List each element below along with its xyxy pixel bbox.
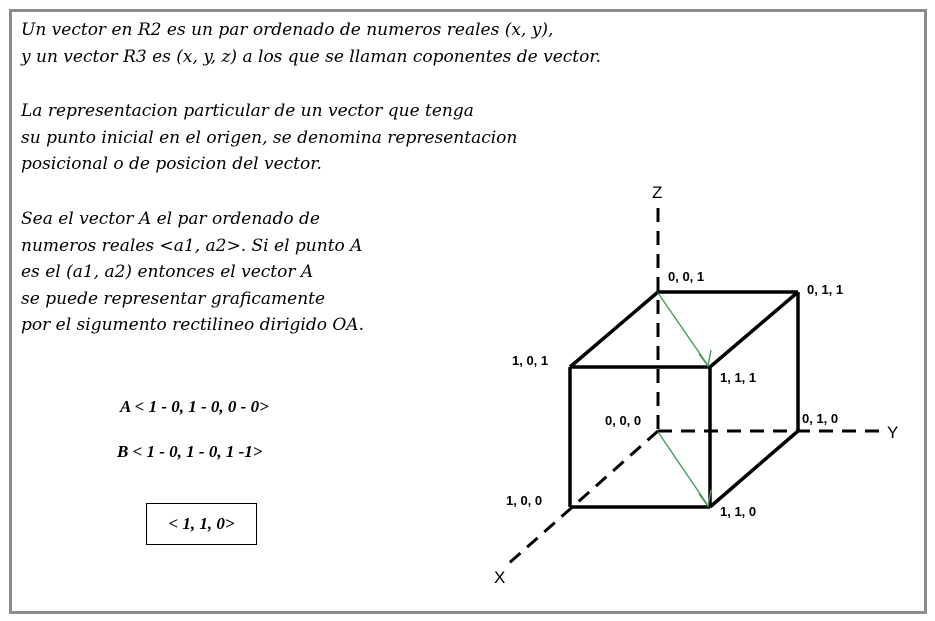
axes: [507, 208, 880, 565]
vertex-label-100: 1, 0, 0: [506, 493, 543, 508]
content-frame: [9, 9, 927, 614]
cube-diagram: [12, 12, 924, 611]
vector-bottom: [658, 432, 707, 504]
vector-a-line-1: Sea el vector A el par ordenado de: [21, 209, 320, 229]
formula-b: B < 1 - 0, 1 - 0, 1 -1>: [117, 442, 263, 461]
vector-a-line-5: por el sigumento rectilineo dirigido OA.: [21, 315, 364, 335]
cube-edges: [570, 292, 798, 507]
vector-a-line-4: se puede representar graficamente: [21, 288, 326, 309]
vertex-label-011: 0, 1, 1: [807, 282, 844, 297]
vector-a-line-2: numeros reales <a1, a2>. Si el punto A: [21, 235, 363, 256]
z-axis-label: Z: [652, 183, 663, 202]
position-line-2: su punto inicial en el origen, se denomina representacion: [21, 127, 518, 148]
intro-line-1: Un vector en R2 es un par ordenado de numeros reales (x, y),: [21, 20, 554, 40]
intro-line-2: y un vector R3 es (x, y, z) a los que se llaman coponentes de vector.: [21, 46, 602, 67]
edge-010-110: [710, 431, 798, 507]
result-box: < 1, 1, 0>: [146, 503, 257, 545]
vertex-label-000: 0, 0, 0: [605, 413, 642, 428]
edge-011-111: [710, 292, 798, 367]
vectors: [658, 293, 711, 506]
vector-top: [658, 293, 707, 364]
position-line-1: La representacion particular de un vector que tenga: [21, 101, 474, 121]
edge-001-101: [570, 292, 658, 367]
formula-a: A < 1 - 0, 1 - 0, 0 - 0>: [120, 397, 269, 416]
vertex-label-110: 1, 1, 0: [720, 504, 757, 519]
vertex-label-001: 0, 0, 1: [668, 269, 705, 284]
vertex-label-111: 1, 1, 1: [720, 370, 757, 385]
x-axis-label: X: [494, 568, 506, 587]
y-axis-label: Y: [887, 423, 899, 442]
position-line-3: posicional o de posicion del vector.: [21, 154, 322, 174]
vector-a-line-3: es el (a1, a2) entonces el vector A: [21, 262, 314, 282]
vertex-label-101: 1, 0, 1: [512, 353, 549, 368]
vertex-label-010: 0, 1, 0: [802, 411, 839, 426]
vector-top-arrowhead: [699, 350, 711, 366]
